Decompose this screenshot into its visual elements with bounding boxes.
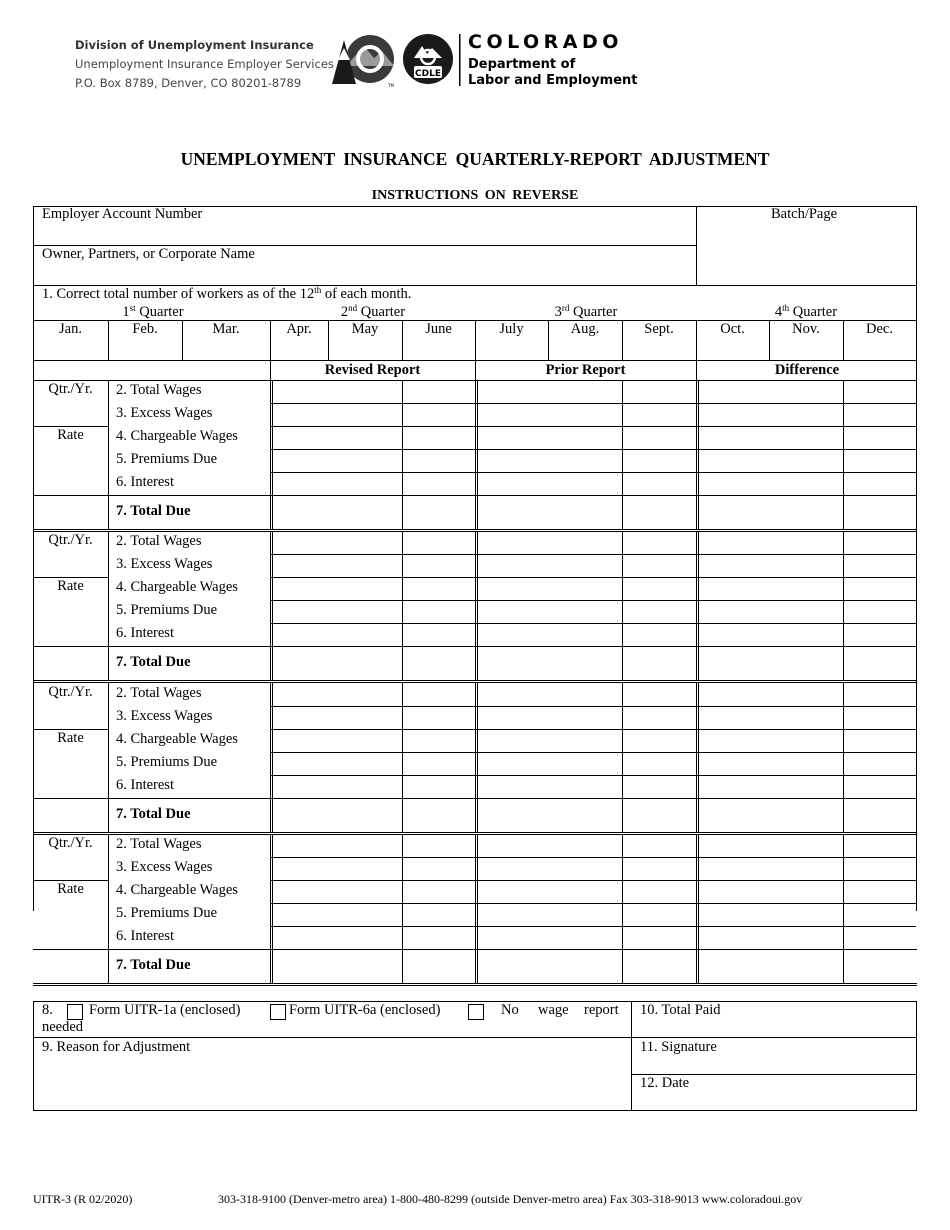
- department-line-2: Labor and Employment: [468, 73, 638, 88]
- amount-input-cell[interactable]: [699, 647, 843, 680]
- total-due-label: 7. Total Due: [116, 957, 191, 973]
- amount-input-cell[interactable]: [625, 835, 696, 857]
- amount-input-cell[interactable]: [625, 473, 696, 495]
- logo-divider: [459, 34, 461, 86]
- amount-input-cell[interactable]: [699, 950, 843, 983]
- amount-input-cell[interactable]: [699, 799, 843, 832]
- amount-input-cell[interactable]: [846, 881, 916, 903]
- block-bottom-line: [33, 985, 917, 986]
- amount-input-cell[interactable]: [273, 927, 402, 949]
- line-item-label: 6. Interest: [116, 777, 174, 793]
- batch-page-field[interactable]: Batch/Page: [771, 206, 838, 222]
- division-name: Division of Unemployment Insurance: [75, 38, 314, 52]
- amount-input-cell[interactable]: [625, 601, 696, 623]
- amount-input-cell[interactable]: [478, 647, 622, 680]
- amount-input-cell[interactable]: [625, 647, 696, 680]
- amount-input-cell[interactable]: [699, 532, 843, 554]
- signature-field[interactable]: 11. Signature: [640, 1039, 717, 1055]
- amount-input-cell[interactable]: [846, 601, 916, 623]
- form-id: UITR-3 (R 02/2020): [33, 1192, 133, 1206]
- line-item-label: 2. Total Wages: [116, 382, 202, 398]
- amount-input-cell[interactable]: [625, 799, 696, 832]
- amount-input-cell[interactable]: [846, 799, 916, 832]
- amount-input-cell[interactable]: [478, 881, 622, 903]
- amount-input-cell[interactable]: [405, 624, 475, 646]
- grid-line: [108, 683, 109, 832]
- amount-input-cell[interactable]: [478, 473, 622, 495]
- amount-input-cell[interactable]: [478, 427, 622, 449]
- form-uitr6a-checkbox[interactable]: [270, 1004, 286, 1020]
- department-name: [468, 57, 638, 89]
- amount-input-cell[interactable]: [478, 450, 622, 472]
- amount-input-cell[interactable]: [846, 904, 916, 926]
- amount-input-cell[interactable]: [273, 450, 402, 472]
- grid-line: [475, 380, 476, 529]
- amount-input-cell[interactable]: [273, 473, 402, 495]
- owner-name-field[interactable]: Owner, Partners, or Corporate Name: [42, 246, 255, 262]
- amount-input-cell[interactable]: [273, 730, 402, 752]
- amount-input-cell[interactable]: [405, 473, 475, 495]
- amount-input-cell[interactable]: [478, 496, 622, 529]
- line-item-label: 6. Interest: [116, 474, 174, 490]
- amount-input-cell[interactable]: [846, 473, 916, 495]
- line-item-label: 5. Premiums Due: [116, 754, 218, 770]
- amount-input-cell[interactable]: [273, 858, 402, 880]
- amount-input-cell[interactable]: [405, 753, 475, 775]
- amount-input-cell[interactable]: [699, 684, 843, 706]
- amount-input-cell[interactable]: [405, 707, 475, 729]
- amount-input-cell[interactable]: [699, 624, 843, 646]
- amount-input-cell[interactable]: [405, 578, 475, 600]
- grid-line: [622, 531, 623, 680]
- amount-input-cell[interactable]: [846, 404, 916, 426]
- agency-address-block: [75, 36, 334, 93]
- amount-input-cell[interactable]: [699, 776, 843, 798]
- grid-line: [843, 531, 844, 680]
- grid-line: [475, 834, 476, 983]
- item-8-label: 8.: [42, 1002, 53, 1018]
- amount-input-cell[interactable]: [625, 427, 696, 449]
- grid-line: [843, 380, 844, 529]
- amount-input-cell[interactable]: [273, 404, 402, 426]
- amount-input-cell[interactable]: [699, 427, 843, 449]
- block-bottom-line: [33, 680, 917, 681]
- amount-input-cell[interactable]: [273, 835, 402, 857]
- amount-input-cell[interactable]: [273, 950, 402, 983]
- qtr-yr-label[interactable]: Qtr./Yr.: [48, 835, 93, 851]
- quarter-2-label: 2nd Quarter: [340, 303, 406, 320]
- rate-label[interactable]: Rate: [57, 730, 84, 746]
- amount-input-cell[interactable]: [478, 601, 622, 623]
- amount-input-cell[interactable]: [405, 730, 475, 752]
- amount-input-cell[interactable]: [405, 427, 475, 449]
- amount-input-cell[interactable]: [625, 858, 696, 880]
- grid-line: [402, 683, 403, 832]
- line-item-label: 4. Chargeable Wages: [116, 731, 238, 747]
- amount-input-cell[interactable]: [405, 904, 475, 926]
- line-item-label: 3. Excess Wages: [116, 708, 213, 724]
- amount-input-cell[interactable]: [699, 881, 843, 903]
- amount-input-cell[interactable]: [846, 555, 916, 577]
- amount-input-cell[interactable]: [846, 427, 916, 449]
- amount-input-cell[interactable]: [478, 753, 622, 775]
- month-cell[interactable]: Nov.: [792, 321, 820, 337]
- block-bottom-line: [33, 983, 917, 984]
- amount-input-cell[interactable]: [699, 404, 843, 426]
- no-wage-label-no: No: [501, 1002, 519, 1018]
- mountain-logo-icon: [332, 35, 394, 84]
- amount-input-cell[interactable]: [273, 684, 402, 706]
- grid-line: [622, 380, 623, 529]
- amount-input-cell[interactable]: [405, 927, 475, 949]
- amount-input-cell[interactable]: [405, 647, 475, 680]
- amount-input-cell[interactable]: [699, 578, 843, 600]
- amount-input-cell[interactable]: [405, 858, 475, 880]
- prior-report-header: Prior Report: [545, 362, 626, 378]
- amount-input-cell[interactable]: [699, 601, 843, 623]
- line-item-label: 3. Excess Wages: [116, 556, 213, 572]
- amount-input-cell[interactable]: [405, 950, 475, 983]
- amount-input-cell[interactable]: [478, 950, 622, 983]
- grid-line: [270, 834, 271, 983]
- department-line-1: Department of: [468, 57, 576, 72]
- total-paid-field[interactable]: 10. Total Paid: [640, 1002, 721, 1018]
- amount-input-cell[interactable]: [405, 776, 475, 798]
- line-item-label: 3. Excess Wages: [116, 405, 213, 421]
- month-cell[interactable]: Feb.: [132, 321, 158, 337]
- grid-line: [108, 380, 109, 529]
- grid-line: [270, 683, 271, 832]
- amount-input-cell[interactable]: [405, 799, 475, 832]
- grid-line: [270, 380, 271, 529]
- grid-line: [622, 834, 623, 983]
- no-wage-label-report: report: [584, 1002, 619, 1018]
- logo-trademark: TM: [388, 83, 394, 88]
- amount-input-cell[interactable]: [699, 381, 843, 403]
- amount-input-cell[interactable]: [478, 555, 622, 577]
- line-item-label: 4. Chargeable Wages: [116, 428, 238, 444]
- amount-input-cell[interactable]: [478, 858, 622, 880]
- form-title: UNEMPLOYMENT INSURANCE QUARTERLY-REPORT ADJUSTMENT: [180, 149, 770, 169]
- amount-input-cell[interactable]: [273, 624, 402, 646]
- amount-input-cell[interactable]: [478, 684, 622, 706]
- amount-input-cell[interactable]: [846, 950, 916, 983]
- amount-input-cell[interactable]: [625, 881, 696, 903]
- amount-input-cell[interactable]: [625, 381, 696, 403]
- grid-line: [270, 531, 271, 680]
- amount-input-cell[interactable]: [625, 904, 696, 926]
- amount-input-cell[interactable]: [405, 496, 475, 529]
- month-cell[interactable]: Dec.: [866, 321, 893, 337]
- amount-input-cell[interactable]: [699, 707, 843, 729]
- amount-input-cell[interactable]: [478, 927, 622, 949]
- amount-input-cell[interactable]: [699, 858, 843, 880]
- month-divider: [916, 320, 917, 360]
- date-field[interactable]: 12. Date: [640, 1075, 690, 1091]
- amount-input-cell[interactable]: [699, 450, 843, 472]
- total-due-label: 7. Total Due: [116, 503, 191, 519]
- amount-input-cell[interactable]: [846, 578, 916, 600]
- amount-input-cell[interactable]: [625, 624, 696, 646]
- grid-line: [843, 683, 844, 832]
- column-header-divider: [696, 360, 697, 380]
- amount-input-cell[interactable]: [846, 730, 916, 752]
- amount-input-cell[interactable]: [625, 496, 696, 529]
- amount-input-cell[interactable]: [625, 684, 696, 706]
- amount-input-cell[interactable]: [846, 647, 916, 680]
- qtr-yr-label[interactable]: Qtr./Yr.: [48, 532, 93, 548]
- line-item-label: 4. Chargeable Wages: [116, 882, 238, 898]
- amount-input-cell[interactable]: [846, 381, 916, 403]
- grid-line: [402, 380, 403, 529]
- amount-input-cell[interactable]: [273, 578, 402, 600]
- amount-input-cell[interactable]: [846, 835, 916, 857]
- amount-input-cell[interactable]: [273, 776, 402, 798]
- amount-input-cell[interactable]: [846, 776, 916, 798]
- amount-input-cell[interactable]: [405, 684, 475, 706]
- cdle-badge-icon: [403, 34, 453, 84]
- grid-line: [475, 531, 476, 680]
- amount-input-cell[interactable]: [273, 647, 402, 680]
- line-item-label: 3. Excess Wages: [116, 859, 213, 875]
- grid-line: [696, 683, 697, 832]
- total-due-label: 7. Total Due: [116, 806, 191, 822]
- quarter-4-label: 4th Quarter: [774, 303, 838, 320]
- amount-input-cell[interactable]: [699, 555, 843, 577]
- amount-input-cell[interactable]: [625, 950, 696, 983]
- amount-input-cell[interactable]: [625, 927, 696, 949]
- amount-input-cell[interactable]: [478, 707, 622, 729]
- amount-input-cell[interactable]: [478, 799, 622, 832]
- amount-input-cell[interactable]: [625, 753, 696, 775]
- no-wage-label-wage: wage: [538, 1002, 569, 1018]
- form-uitr1a-label: Form UITR-1a (enclosed): [89, 1002, 241, 1018]
- amount-input-cell[interactable]: [405, 881, 475, 903]
- amount-input-cell[interactable]: [699, 904, 843, 926]
- services-name: Unemployment Insurance Employer Services: [75, 57, 334, 71]
- amount-input-cell[interactable]: [846, 684, 916, 706]
- month-cell[interactable]: Jan.: [59, 321, 82, 337]
- grid-line: [402, 531, 403, 680]
- month-cell[interactable]: June: [425, 321, 452, 337]
- amount-input-cell[interactable]: [846, 858, 916, 880]
- amount-input-cell[interactable]: [846, 450, 916, 472]
- amount-input-cell[interactable]: [699, 730, 843, 752]
- no-wage-label-needed: needed: [42, 1019, 84, 1035]
- amount-input-cell[interactable]: [846, 496, 916, 529]
- amount-input-cell[interactable]: [478, 532, 622, 554]
- amount-input-cell[interactable]: [625, 450, 696, 472]
- amount-input-cell[interactable]: [625, 730, 696, 752]
- no-wage-report-checkbox[interactable]: [468, 1004, 484, 1020]
- amount-input-cell[interactable]: [699, 473, 843, 495]
- amount-input-cell[interactable]: [273, 496, 402, 529]
- total-due-label: 7. Total Due: [116, 654, 191, 670]
- amount-input-cell[interactable]: [478, 730, 622, 752]
- amount-input-cell[interactable]: [405, 835, 475, 857]
- revised-report-header: Revised Report: [324, 362, 421, 378]
- amount-input-cell[interactable]: [273, 881, 402, 903]
- amount-input-cell[interactable]: [625, 532, 696, 554]
- amount-input-cell[interactable]: [273, 753, 402, 775]
- qtr-yr-label[interactable]: Qtr./Yr.: [48, 381, 93, 397]
- amount-input-cell[interactable]: [273, 799, 402, 832]
- amount-input-cell[interactable]: [273, 555, 402, 577]
- amount-input-cell[interactable]: [405, 381, 475, 403]
- amount-input-cell[interactable]: [405, 532, 475, 554]
- mailing-address: P.O. Box 8789, Denver, CO 80201-8789: [75, 76, 302, 90]
- amount-input-cell[interactable]: [699, 927, 843, 949]
- cdle-logo: [330, 32, 462, 93]
- amount-input-cell[interactable]: [625, 555, 696, 577]
- month-cell[interactable]: Aug.: [570, 321, 600, 337]
- amount-input-cell[interactable]: [846, 753, 916, 775]
- amount-input-cell[interactable]: [846, 927, 916, 949]
- block-bottom-line: [33, 529, 917, 530]
- grid-line: [843, 834, 844, 983]
- amount-input-cell[interactable]: [405, 601, 475, 623]
- grid-line: [108, 834, 109, 983]
- grid-line: [108, 531, 109, 680]
- cdle-badge-text: CDLE: [415, 69, 441, 79]
- amount-input-cell[interactable]: [699, 496, 843, 529]
- amount-input-cell[interactable]: [625, 776, 696, 798]
- grid-line: [622, 683, 623, 832]
- block-bottom-line: [33, 832, 917, 833]
- amount-input-cell[interactable]: [273, 427, 402, 449]
- line-item-label: 2. Total Wages: [116, 836, 202, 852]
- amount-input-cell[interactable]: [405, 555, 475, 577]
- amount-input-cell[interactable]: [478, 381, 622, 403]
- quarter-3-label: 3rd Quarter: [554, 303, 618, 320]
- grid-line: [402, 834, 403, 983]
- amount-input-cell[interactable]: [405, 404, 475, 426]
- line-item-label: 6. Interest: [116, 625, 174, 641]
- form-uitr6a-label: Form UITR-6a (enclosed): [289, 1002, 441, 1018]
- amount-input-cell[interactable]: [478, 776, 622, 798]
- month-cell[interactable]: Mar.: [212, 321, 240, 337]
- form-uitr1a-checkbox[interactable]: [67, 1004, 83, 1020]
- rate-label[interactable]: Rate: [57, 881, 84, 897]
- month-cell[interactable]: Apr.: [286, 321, 312, 337]
- amount-input-cell[interactable]: [846, 624, 916, 646]
- amount-input-cell[interactable]: [699, 835, 843, 857]
- amount-input-cell[interactable]: [273, 904, 402, 926]
- rate-label[interactable]: Rate: [57, 427, 84, 443]
- amount-input-cell[interactable]: [478, 404, 622, 426]
- amount-input-cell[interactable]: [478, 624, 622, 646]
- amount-input-cell[interactable]: [273, 707, 402, 729]
- amount-input-cell[interactable]: [625, 578, 696, 600]
- line-item-label: 4. Chargeable Wages: [116, 579, 238, 595]
- qtr-yr-label[interactable]: Qtr./Yr.: [48, 684, 93, 700]
- employer-account-field[interactable]: Employer Account Number: [42, 206, 203, 222]
- amount-input-cell[interactable]: [273, 601, 402, 623]
- month-cell[interactable]: May: [351, 321, 379, 337]
- quarter-1-label: 1st Quarter: [122, 303, 184, 320]
- month-cell[interactable]: July: [499, 321, 524, 337]
- amount-input-cell[interactable]: [478, 904, 622, 926]
- workers-instruction: 1. Correct total number of workers as of the 12th of each month.: [42, 285, 412, 302]
- grid-line: [696, 380, 697, 529]
- amount-input-cell[interactable]: [405, 450, 475, 472]
- state-name: COLORADO: [468, 31, 623, 53]
- amount-input-cell[interactable]: [846, 532, 916, 554]
- amount-input-cell[interactable]: [625, 707, 696, 729]
- form-subtitle: INSTRUCTIONS ON REVERSE: [371, 188, 579, 203]
- reason-for-adjustment-field[interactable]: 9. Reason for Adjustment: [42, 1039, 191, 1055]
- month-cell[interactable]: Oct.: [720, 321, 745, 337]
- line-item-label: 5. Premiums Due: [116, 602, 218, 618]
- amount-input-cell[interactable]: [273, 532, 402, 554]
- amount-input-cell[interactable]: [273, 381, 402, 403]
- rate-label[interactable]: Rate: [57, 578, 84, 594]
- line-item-label: 6. Interest: [116, 928, 174, 944]
- difference-header: Difference: [774, 362, 840, 378]
- amount-input-cell[interactable]: [699, 753, 843, 775]
- grid-line: [475, 683, 476, 832]
- line-item-label: 5. Premiums Due: [116, 905, 218, 921]
- amount-input-cell[interactable]: [625, 404, 696, 426]
- line-item-label: 2. Total Wages: [116, 685, 202, 701]
- contact-info: 303-318-9100 (Denver-metro area) 1-800-480-8299 (outside Denver-metro area) Fax 303-318-9013 www.coloradoui.gov: [218, 1192, 803, 1206]
- line-item-label: 2. Total Wages: [116, 533, 202, 549]
- amount-input-cell[interactable]: [478, 835, 622, 857]
- grid-line: [696, 834, 697, 983]
- amount-input-cell[interactable]: [846, 707, 916, 729]
- grid-line: [696, 531, 697, 680]
- month-cell[interactable]: Sept.: [644, 321, 674, 337]
- amount-input-cell[interactable]: [478, 578, 622, 600]
- line-item-label: 5. Premiums Due: [116, 451, 218, 467]
